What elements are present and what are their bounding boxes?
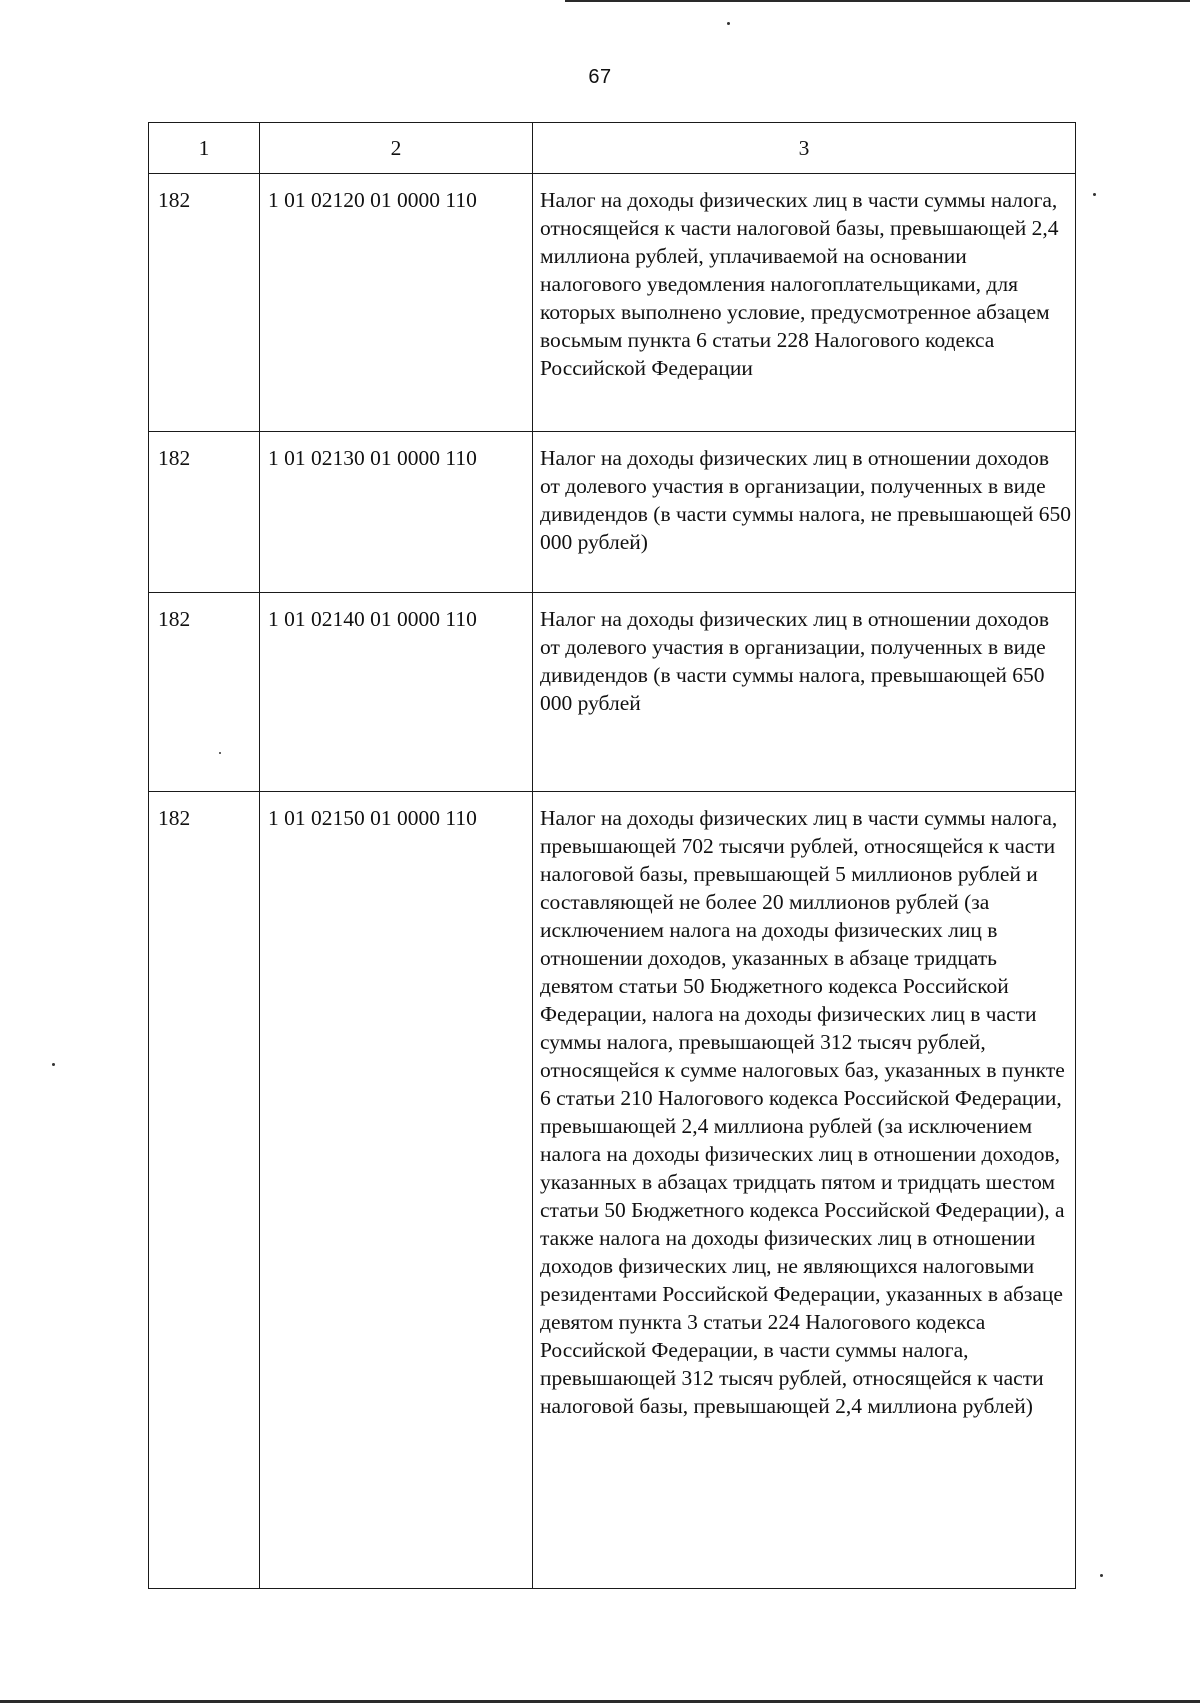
admin-code-cell: 182 <box>149 432 260 593</box>
column-header-2: 2 <box>260 123 533 174</box>
column-header-3: 3 <box>533 123 1076 174</box>
column-header-1: 1 <box>149 123 260 174</box>
description-cell: Налог на доходы физических лиц в части суммы налога, относящейся к части налоговой базы, превышающей 2,4 миллиона рублей, уплачиваемой на основании налогового уведомления налогоплательщиками, для которых выполнено условие, предусмотренное абзацем восьмым пункта 6 статьи 228 Налогового кодекса Российской Федерации <box>533 174 1076 432</box>
scan-edge-line-bottom <box>0 1700 1200 1703</box>
scan-speck <box>1100 1574 1103 1577</box>
description-cell: Налог на доходы физических лиц в отношении доходов от долевого участия в организации, полученных в виде дивидендов (в части суммы налога, превышающей 650 000 рублей <box>533 593 1076 792</box>
description-cell: Налог на доходы физических лиц в части суммы налога, превышающей 702 тысячи рублей, относящейся к части налоговой базы, превышающей 5 миллионов рублей и составляющей не более 20 миллионов рублей (за исключением налога на доходы физических лиц в отношении доходов, указанных в абзаце тридцать девятом статьи 50 Бюджетного кодекса Российской Федерации, налога на доходы физических лиц в части суммы налога, превышающей 312 тысяч рублей, относящейся к сумме налоговых баз, указанных в пункте 6 статьи 210 Налогового кодекса Российской Федерации, превышающей 2,4 миллиона рублей (за исключением налога на доходы физических лиц в отношении доходов, указанных в абзацах тридцать пятом и тридцать шестом статьи 50 Бюджетного кодекса Российской Федерации), а также налога на доходы физических лиц в отношении доходов физических лиц, не являющихся налоговыми резидентами Российской Федерации, указанных в абзаце девятом пункта 3 статьи 224 Налогового кодекса Российской Федерации, в части суммы налога, превышающей 312 тысяч рублей, относящейся к части налоговой базы, превышающей 2,4 миллиона рублей) <box>533 792 1076 1589</box>
scan-speck <box>1093 193 1096 196</box>
scan-edge-line-top <box>565 0 1190 2</box>
table-row <box>149 593 1076 792</box>
kbk-code-cell: 1 01 02120 01 0000 110 <box>260 174 533 432</box>
page-number: 67 <box>588 66 612 88</box>
scan-speck <box>52 1063 55 1066</box>
table-row <box>149 174 1076 432</box>
kbk-code-cell: 1 01 02140 01 0000 110 <box>260 593 533 792</box>
table-row <box>149 792 1076 1589</box>
description-cell: Налог на доходы физических лиц в отношении доходов от долевого участия в организации, полученных в виде дивидендов (в части суммы налога, не превышающей 650 000 рублей) <box>533 432 1076 593</box>
kbk-code-cell: 1 01 02150 01 0000 110 <box>260 792 533 1589</box>
admin-code-cell: 182 <box>149 593 260 792</box>
admin-code-cell: 182 <box>149 174 260 432</box>
kbk-code-cell: 1 01 02130 01 0000 110 <box>260 432 533 593</box>
income-classification-table <box>148 122 1076 1589</box>
table-header-row <box>149 123 1076 174</box>
scan-speck <box>727 22 730 25</box>
admin-code-cell: 182 <box>149 792 260 1589</box>
table-row <box>149 432 1076 593</box>
